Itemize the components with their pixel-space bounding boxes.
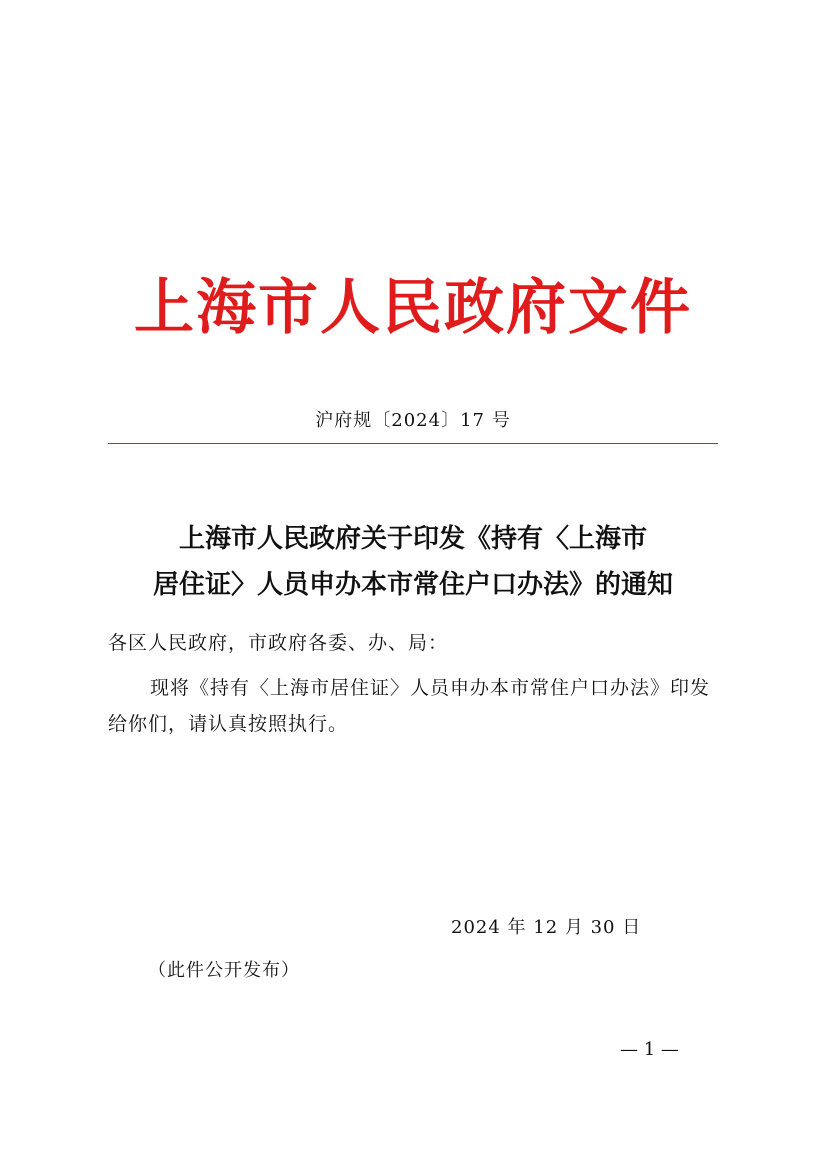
issue-date: 2024 年 12 月 30 日 (451, 917, 642, 938)
document-number: 沪府规〔2024〕17 号 (315, 410, 511, 431)
document-title-line-1: 上海市人民政府关于印发《持有〈上海市 (178, 524, 647, 554)
document-title-line-2: 居住证〉人员申办本市常住户口办法》的通知 (152, 570, 673, 600)
body-paragraph-line-2: 给你们，请认真按照执行。 (108, 713, 349, 735)
page-number: — 1 — (620, 1039, 679, 1060)
red-divider-line (108, 443, 718, 444)
publish-note: （此件公开发布） (148, 960, 300, 981)
body-paragraph (108, 670, 718, 742)
addressee: 各区人民政府，市政府各委、办、局： (108, 632, 449, 654)
document-title (108, 516, 718, 608)
issuer-heading: 上海市人民政府文件 (134, 273, 692, 343)
body-paragraph-line-1: 现将《持有〈上海市居住证〉人员申办本市常住户口办法》印发 (150, 677, 711, 699)
